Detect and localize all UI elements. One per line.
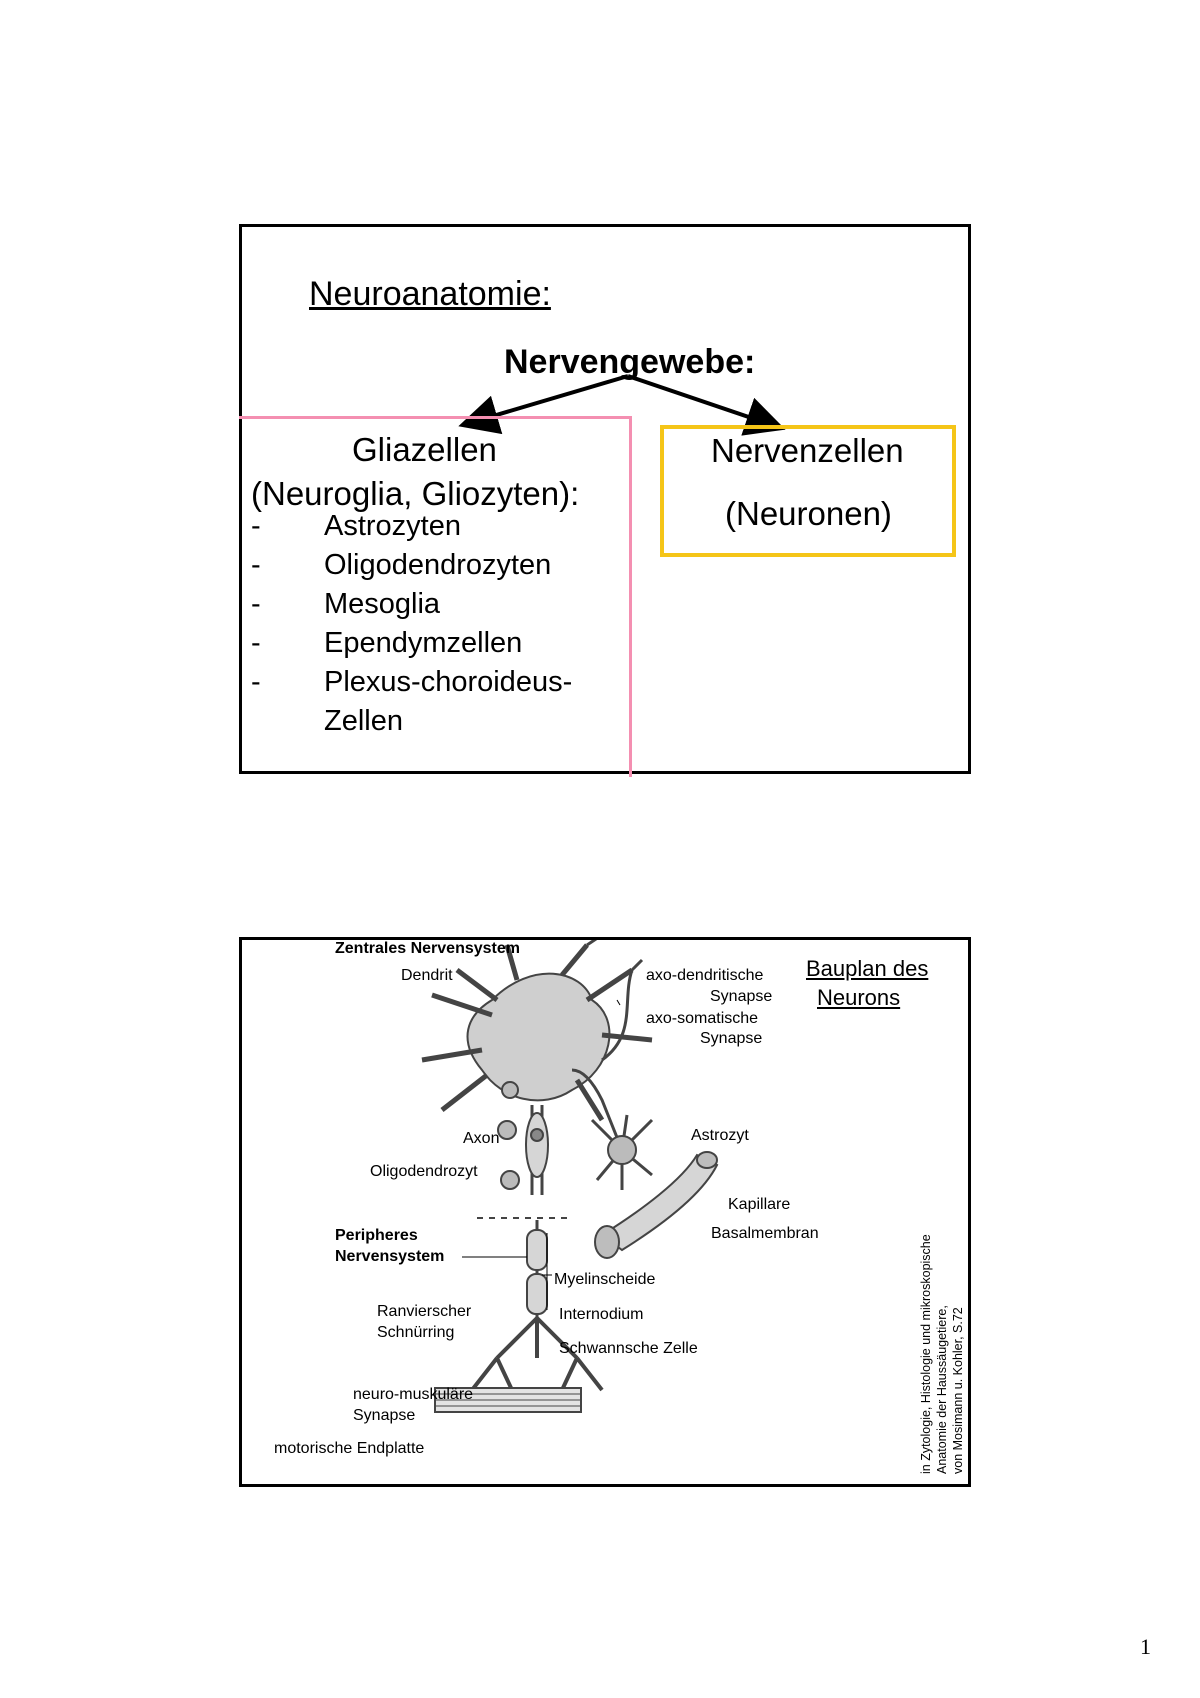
label-nm-synapse-2: Synapse [353,1407,416,1424]
label-axo-dendritisch: axo-dendritische [646,967,764,984]
label-ranvier-1: Ranvierscher [377,1303,472,1320]
glia-subheading: (Neuroglia, Gliozyten): [251,475,580,512]
label-internodium: Internodium [559,1306,644,1323]
label-dendrit: Dendrit [401,967,453,984]
label-basalmembran: Basalmembran [711,1225,819,1242]
label-synapse-1: Synapse [710,988,773,1005]
arrow-to-neurons [628,376,778,427]
label-myelinscheide: Myelinscheide [554,1271,656,1288]
neuron-diagram [242,940,968,1484]
slide-title: Neuroanatomie: [309,275,551,313]
citation [918,1234,966,1474]
label-pns-1: Peripheres [335,1227,418,1244]
neuron-panel [660,425,956,557]
citation-line-1: in Zytologie, Histologie und mikroskopische [919,1234,933,1474]
label-astrozyt: Astrozyt [691,1127,749,1144]
branch-arrows [242,227,968,447]
label-axo-somatisch: axo-somatische [646,1010,759,1027]
slide-neuroanatomie: Neuroanatomie: Nervengewebe: Gliazellen (Neuroglia, Gliozyten): - Astrozyten - Oligodendrozyten - Mesoglia - Ependymzellen - Plexus-choroideus- Zellen Nervenzellen (Neuronen) [239,224,971,774]
capillary-shape [602,1155,717,1250]
page-number: 1 [1140,1634,1151,1659]
neuron-heading: Nervenzellen [711,432,904,469]
label-synapse-2: Synapse [700,1030,763,1047]
slide-title-line2: Neurons [817,985,901,1010]
label-pns-2: Nervensystem [335,1248,445,1265]
slide-bauplan-neuron [239,937,971,1487]
citation-line-3: von Mosimann u. Kohler, S.72 [951,1307,965,1474]
label-schwann: Schwannsche Zelle [559,1340,698,1357]
glia-heading: Gliazellen [352,431,497,468]
label-nm-synapse-1: neuro-muskuläre [353,1386,474,1403]
label-endplatte: motorische Endplatte [274,1440,425,1457]
label-oligodendrozyt: Oligodendrozyt [370,1163,478,1180]
label-kapillare: Kapillare [728,1196,791,1213]
slide-subtitle: Nervengewebe: [504,343,756,381]
label-ranvier-2: Schnürring [377,1324,455,1341]
label-zns: Zentrales Nervensystem [335,940,520,957]
slide-title: Bauplan des [806,956,929,981]
label-axon: Axon [463,1130,500,1147]
citation-line-2: Anatomie der Haussäugetiere, [935,1305,949,1474]
neuron-subheading: (Neuronen) [725,495,892,532]
